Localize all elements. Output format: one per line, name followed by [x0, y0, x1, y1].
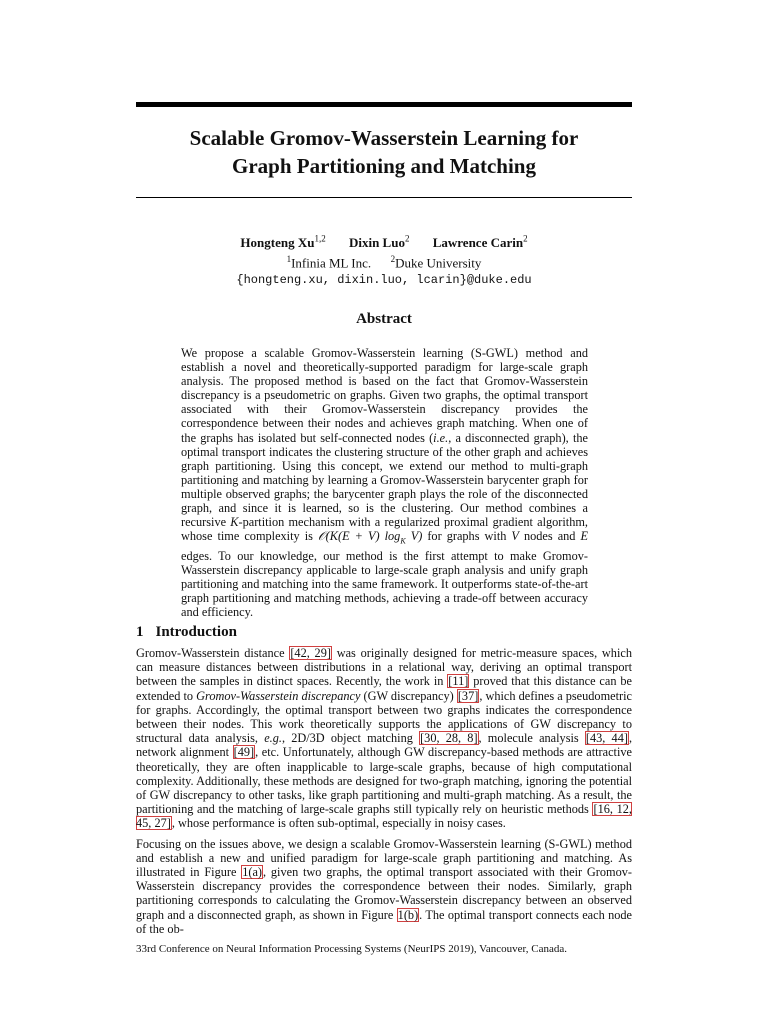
citation-link[interactable]: [42, 29]	[290, 646, 331, 660]
title-rule-bottom	[136, 197, 632, 198]
citation-link[interactable]: [30, 28, 8]	[420, 731, 478, 746]
section-heading-introduction: 1 Introduction	[136, 624, 237, 640]
author-name: Lawrence Carin$^2$	[432, 234, 528, 251]
citation-link[interactable]: [43, 44]	[585, 731, 628, 746]
conference-footnote: 33rd Conference on Neural Information Processing Systems (NeurIPS 2019), Vancouver, Canada.	[136, 943, 568, 955]
citation-link[interactable]: [16, 12, 45, 27]	[136, 802, 632, 831]
introduction-text	[136, 646, 632, 942]
abstract-heading: Abstract	[356, 311, 412, 327]
title-line-1: Scalable Gromov-Wasserstein Learning for	[189, 126, 579, 150]
title-rule-top	[136, 102, 632, 107]
paper-title	[136, 124, 632, 180]
abstract-text: We propose a scalable Gromov-Wasserstein learning (S-GWL) method and establish a novel and theoretically-supported paradigm for large-scale graph analysis. The proposed method is based on the fact that Gromov-Wasserstein discrepancy is a pseudometric on graphs. Given two graphs, the optimal transport associated with their Gromov-Wasserstein discrepancy provides the correspondence between their nodes and achieves graph matching. When one of the graphs has isolated but self-connected nodes (i.e., a disconnected graph), the optimal transport indicates the clustering structure of the other graph and achieves graph partitioning. Using this concept, we extend our method to multi-graph partitioning and matching by learning a Gromov-Wasserstein barycenter graph for multiple observed graphs; the barycenter graph plays the role of the disconnected graph, and since it is learned, so is the clustering. Our method combines a recursive K-partition mechanism with a regularized proximal gradient algorithm, whose time complexity is 𝒪(K(E + V) $\log_K V$) for graphs with V nodes and E edges. To our knowledge, our method is the first attempt to make Gromov-Wasserstein discrepancy applicable to large-scale graph analysis and unify graph partitioning and matching into the same framework. It outperforms state-of-the-art graph partitioning and matching methods, achieving a trade-off between accuracy and efficiency.	[181, 346, 588, 620]
author-emails: {hongteng.xu, dixin.luo, lcarin}@duke.edu	[236, 272, 532, 287]
affiliations: $^1$Infinia ML Inc. $^2$Duke University	[286, 254, 482, 271]
intro-paragraph-1: Gromov-Wasserstein distance [42, 29] was originally designed for metric-measure spaces, which can measure distances between distributions in a relational way, deriving an optimal transport between the samples in distinct spaces. Recently, the work in [11] proved that this distance can be extended to Gromov-Wasserstein discrepancy (GW discrepancy) [37], which defines a pseudometric for graphs. Accordingly, the optimal transport between two graphs indicates the correspondence between their nodes. This work theoretically supports the applications of GW discrepancy to structural data analysis, e.g., 2D/3D object matching [30, 28, 8], molecule analysis [43, 44], network alignment [49], etc. Unfortunately, although GW discrepancy-based methods are attractive theoretically, they are often inapplicable to large-scale graphs, because of high computational complexity. Additionally, these methods are designed for two-graph matching, ignoring the potential of GW discrepancy to other tasks, like graph partitioning and multi-graph matching. As a result, the partitioning and the matching of large-scale graphs still typically rely on heuristic methods [16, 12, 45, 27], whose performance is often sub-optimal, especially in noisy cases.	[136, 646, 633, 831]
title-line-2: Graph Partitioning and Matching	[232, 154, 536, 178]
figure-link[interactable]: 1(b)	[397, 907, 419, 922]
author-name: Dixin Luo$^2$	[348, 234, 410, 251]
author-block	[136, 231, 632, 288]
author-name: Hongteng Xu$^{1,2}$	[240, 234, 326, 251]
citation-link[interactable]: [11]	[448, 674, 469, 689]
citation-link[interactable]: [49]	[233, 745, 255, 760]
intro-paragraph-2: Focusing on the issues above, we design a scalable Gromov-Wasserstein learning (S-GWL) method and establish a new and unified paradigm for large-scale graph partitioning and matching. As illustrated in Figure 1(a), given two graphs, the optimal transport associated with their Gromov-Wasserstein discrepancy provides the correspondence between their nodes. Similarly, graph partitioning corresponds to calculating the Gromov-Wasserstein discrepancy between an observed graph and a disconnected graph, as shown in Figure 1(b). The optimal transport connects each node of the ob-	[136, 836, 632, 936]
author-names	[136, 231, 632, 251]
figure-link[interactable]: 1(a)	[242, 865, 263, 880]
citation-link[interactable]: [37]	[457, 688, 479, 703]
